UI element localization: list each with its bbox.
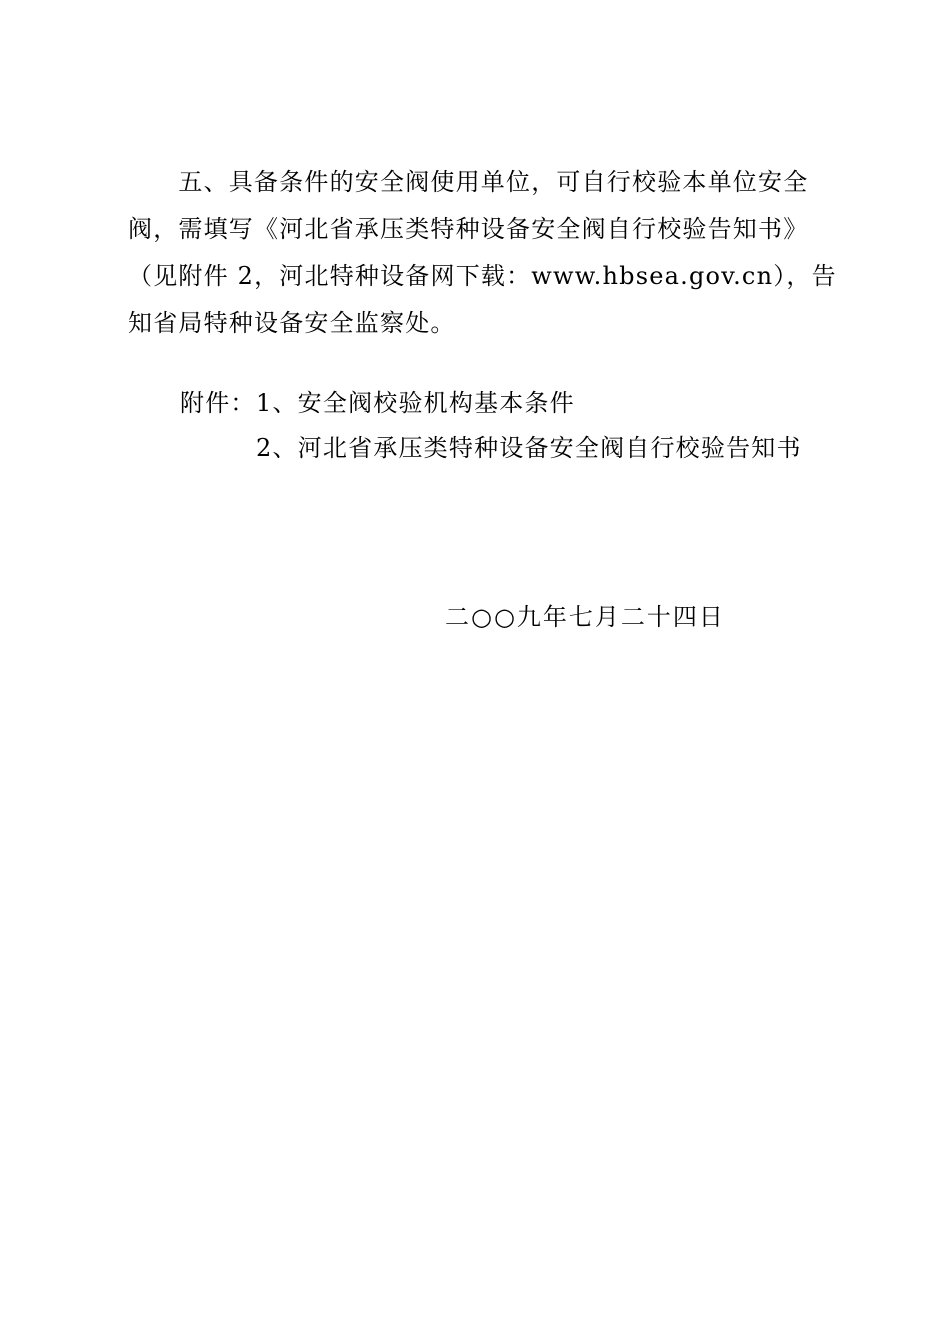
attachment-item-2: 2、河北省承压类特种设备安全阀自行校验告知书 <box>256 434 802 462</box>
paragraph-line-2: 阀，需填写《河北省承压类特种设备安全阀自行校验告知书》 <box>128 215 809 243</box>
paragraph-line-1: 五、具备条件的安全阀使用单位，可自行校验本单位安全 <box>128 168 809 196</box>
document-date: 二○○九年七月二十四日 <box>445 603 725 631</box>
paragraph-line-3: （见附件 2，河北特种设备网下载：www.hbsea.gov.cn），告 <box>128 262 837 290</box>
attachments-label: 附件： <box>180 389 256 417</box>
attachment-item-1: 1、安全阀校验机构基本条件 <box>256 389 575 417</box>
paragraph-line-4: 知省局特种设备安全监察处。 <box>128 309 456 337</box>
